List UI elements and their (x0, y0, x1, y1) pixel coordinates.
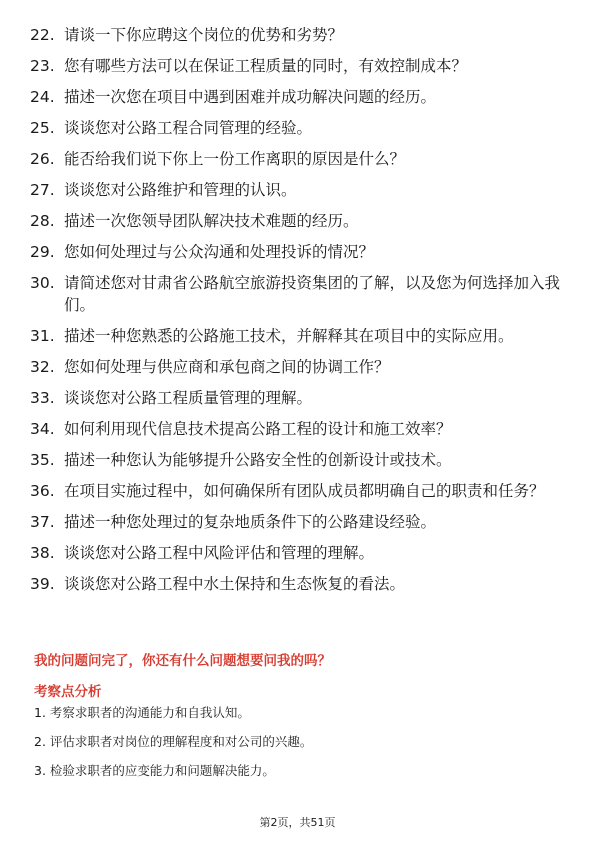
question-item (30, 86, 560, 108)
question-number: 24. (30, 88, 55, 106)
question-text: 请谈一下你应聘这个岗位的优势和劣势？ (64, 26, 344, 44)
question-number: 33. (30, 389, 55, 407)
question-text: 描述一种您处理过的复杂地质条件下的公路建设经验。 (64, 513, 437, 531)
question-text: 描述一种您熟悉的公路施工技术，并解释其在项目中的实际应用。 (64, 327, 514, 345)
question-number: 26. (30, 150, 55, 168)
question-item (30, 179, 560, 201)
question-item (30, 325, 560, 347)
question-number: 23. (30, 57, 55, 75)
question-item (30, 387, 560, 409)
question-number: 32. (30, 358, 55, 376)
question-item (30, 55, 560, 77)
question-number: 35. (30, 451, 55, 469)
question-text: 描述一次您领导团队解决技术难题的经历。 (64, 212, 359, 230)
question-item (30, 449, 560, 471)
question-item (30, 24, 560, 46)
question-number: 34. (30, 420, 55, 438)
question-text: 谈谈您对公路工程质量管理的理解。 (64, 389, 313, 407)
question-number: 30. (30, 274, 55, 292)
analysis-point: 3. 检验求职者的应变能力和问题解决能力。 (34, 763, 275, 778)
question-number: 39. (30, 575, 55, 593)
question-list (30, 24, 560, 604)
question-item (30, 241, 560, 263)
question-text: 谈谈您对公路工程中水土保持和生态恢复的看法。 (64, 575, 406, 593)
question-number: 29. (30, 243, 55, 261)
question-text: 谈谈您对公路工程中风险评估和管理的理解。 (64, 544, 375, 562)
question-text: 谈谈您对公路工程合同管理的经验。 (64, 119, 313, 137)
question-text: 您有哪些方法可以在保证工程质量的同时，有效控制成本？ (64, 57, 468, 75)
analysis-points-list (34, 704, 554, 791)
analysis-point: 1. 考察求职者的沟通能力和自我认知。 (34, 705, 250, 720)
question-number: 31. (30, 327, 55, 345)
question-text: 在项目实施过程中，如何确保所有团队成员都明确自己的职责和任务？ (64, 482, 545, 500)
question-item (30, 573, 560, 595)
question-number: 22. (30, 26, 55, 44)
question-text: 如何利用现代信息技术提高公路工程的设计和施工效率？ (64, 420, 452, 438)
question-number: 36. (30, 482, 55, 500)
question-item (30, 480, 560, 502)
analysis-heading: 考察点分析 (34, 684, 102, 700)
question-number: 27. (30, 181, 55, 199)
question-item (30, 511, 560, 533)
question-item (30, 356, 560, 378)
question-text: 能否给我们说下你上一份工作离职的原因是什么？ (64, 150, 406, 168)
question-text: 描述一次您在项目中遇到困难并成功解决问题的经历。 (64, 88, 437, 106)
question-item (30, 148, 560, 170)
page-number-footer: 第2页，共51页 (259, 816, 336, 829)
question-number: 38. (30, 544, 55, 562)
question-item (30, 117, 560, 139)
question-number: 37. (30, 513, 55, 531)
question-text: 您如何处理与供应商和承包商之间的协调工作？ (64, 358, 390, 376)
question-item (30, 272, 560, 316)
question-number: 25. (30, 119, 55, 137)
question-number: 28. (30, 212, 55, 230)
question-text: 谈谈您对公路维护和管理的认识。 (64, 181, 297, 199)
question-text: 您如何处理过与公众沟通和处理投诉的情况？ (64, 243, 375, 261)
closing-question: 我的问题问完了，你还有什么问题想要问我的吗？ (34, 653, 331, 669)
question-item (30, 210, 560, 232)
question-item (30, 542, 560, 564)
question-text: 描述一种您认为能够提升公路安全性的创新设计或技术。 (64, 451, 452, 469)
question-text: 请简述您对甘肃省公路航空旅游投资集团的了解，以及您为何选择加入我们。 (64, 274, 561, 314)
analysis-point: 2. 评估求职者对岗位的理解程度和对公司的兴趣。 (34, 734, 313, 749)
question-item (30, 418, 560, 440)
